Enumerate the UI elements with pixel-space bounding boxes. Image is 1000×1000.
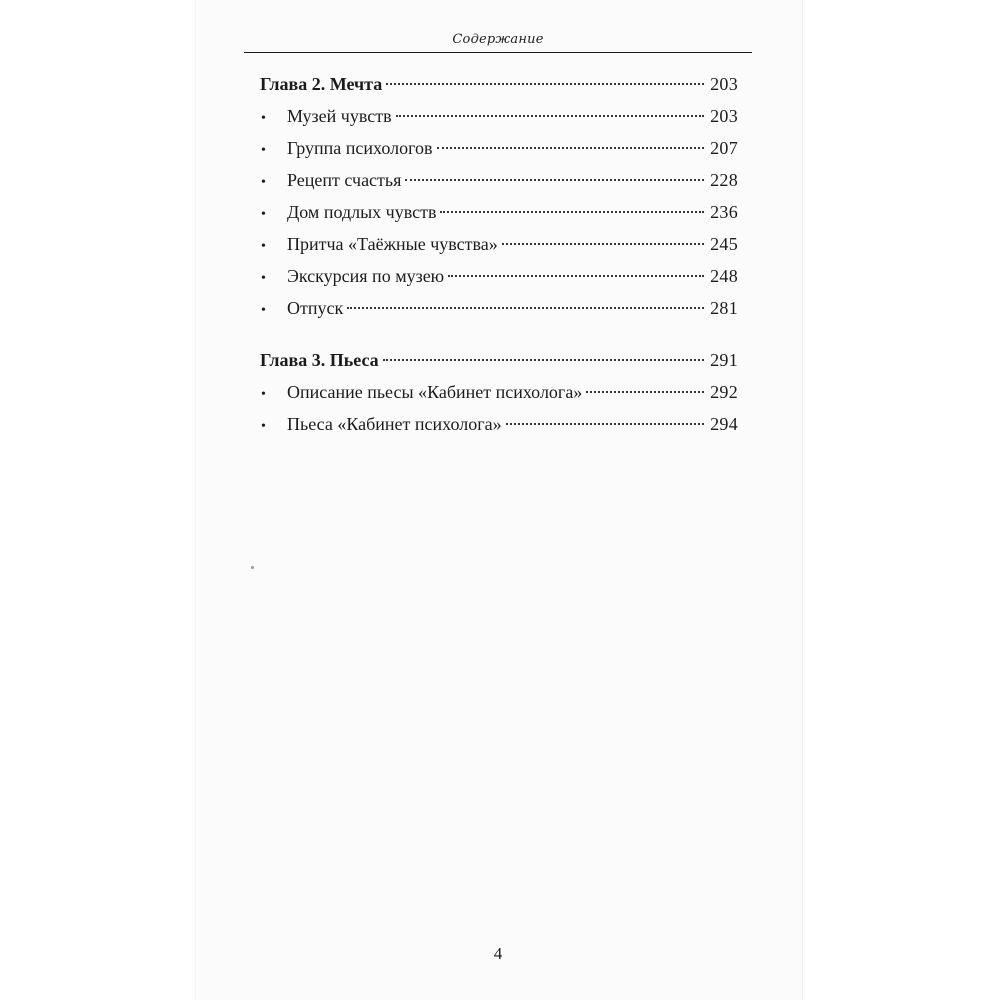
header-rule [244,52,752,53]
running-head: Содержание [452,32,544,47]
page-number: 207 [710,138,738,158]
page-number: 203 [710,74,738,94]
entry-title: Группа психологов [287,138,433,158]
entry-title: Музей чувств [287,106,392,126]
dot-leader [347,307,704,309]
page-number: 228 [710,170,738,190]
dot-leader [448,275,704,277]
toc-section-chapter-2 [260,68,738,324]
toc-entry-row [260,260,738,292]
toc-chapter-row [260,344,738,376]
entry-title: Дом подлых чувств [287,202,437,222]
page-number: 292 [710,382,738,402]
chapter-title: Глава 3. Пьеса [260,350,379,370]
toc-entry-row [260,292,738,324]
dot-leader [396,115,705,117]
toc-entry-row [260,100,738,132]
bullet-icon: • [261,419,266,434]
toc-chapter-row [260,68,738,100]
page-folio: 4 [493,944,503,963]
entry-title: Рецепт счастья [287,170,402,190]
entry-title: Описание пьесы «Кабинет психолога» [287,382,583,402]
dot-leader [506,423,705,425]
toc-entry-row [260,132,738,164]
dot-leader [440,211,704,213]
bullet-icon: • [261,143,266,158]
bullet-icon: • [261,271,266,286]
bullet-icon: • [261,387,266,402]
page-number: 281 [710,298,738,318]
page-number: 291 [710,350,738,370]
dot-leader [405,179,704,181]
toc-entry-row [260,196,738,228]
table-of-contents [260,68,738,454]
dot-leader [586,391,704,393]
toc-entry-row [260,228,738,260]
toc-entry-row [260,164,738,196]
bullet-icon: • [261,239,266,254]
chapter-title: Глава 2. Мечта [260,74,383,94]
entry-title: Притча «Таёжные чувства» [287,234,498,254]
page-number: 236 [710,202,738,222]
page-number: 245 [710,234,738,254]
entry-title: Пьеса «Кабинет психолога» [287,414,502,434]
bullet-icon: • [261,175,266,190]
scan-speck [251,566,254,569]
entry-title: Отпуск [287,298,344,318]
toc-section-chapter-3 [260,344,738,440]
page-number: 203 [710,106,738,126]
toc-entry-row [260,408,738,440]
bullet-icon: • [261,207,266,222]
dot-leader [437,147,705,149]
page-number: 294 [710,414,738,434]
bullet-icon: • [261,303,266,318]
dot-leader [383,359,704,361]
entry-title: Экскурсия по музею [287,266,445,286]
dot-leader [386,83,704,85]
bullet-icon: • [261,111,266,126]
dot-leader [502,243,704,245]
page-number: 248 [710,266,738,286]
toc-entry-row [260,376,738,408]
